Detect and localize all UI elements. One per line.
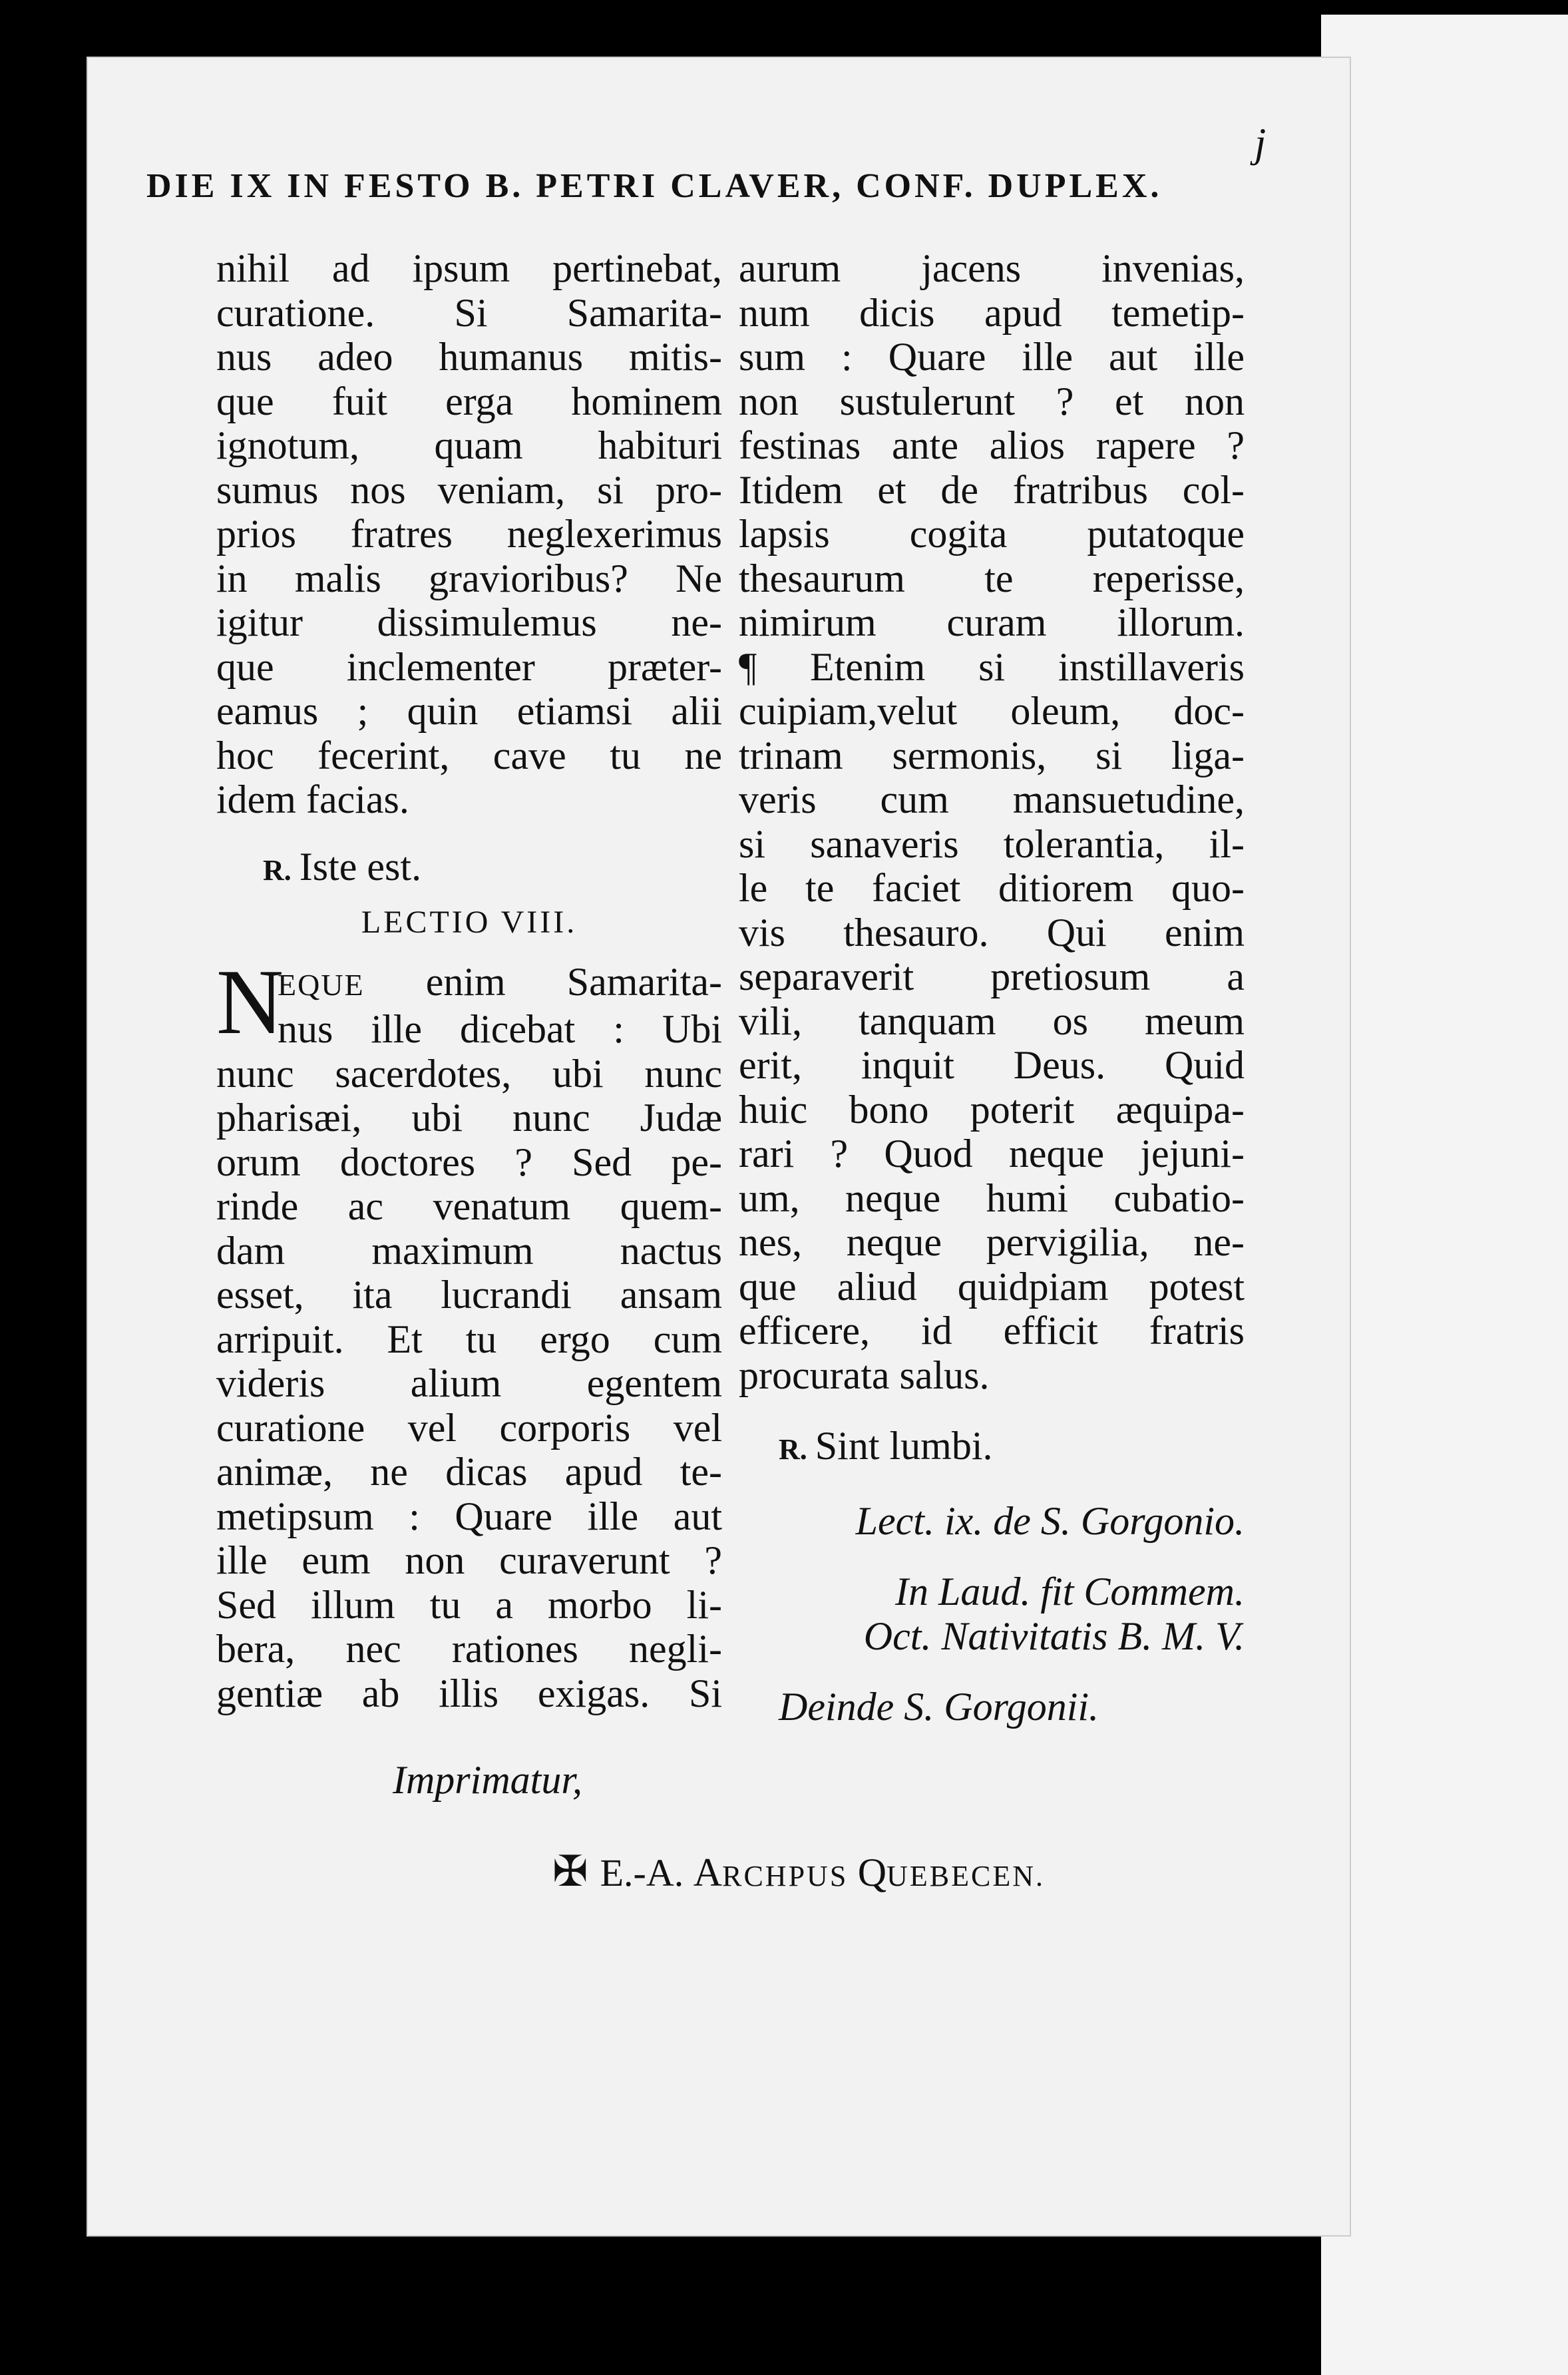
left-column (216, 246, 722, 1715)
text-line: vili, tanquam os meum (739, 998, 1245, 1043)
text-line: festinas ante alios rapere ? (739, 423, 1245, 467)
text-line: nimirum curam illorum. (739, 600, 1245, 644)
text-line: ille eum non curaverunt ? (216, 1538, 722, 1582)
text-line: rinde ac venatum quem- (216, 1184, 722, 1228)
signature-initial-a: A (693, 1850, 723, 1894)
text-line: nihil ad ipsum pertinebat, (216, 246, 722, 290)
signature (552, 1847, 1045, 1896)
drop-capital: N (216, 950, 284, 1054)
first-word-smallcaps: EQUE (278, 967, 365, 1002)
text-line: si sanaveris tolerantia, il- (739, 821, 1245, 866)
rubric-deinde: Deinde S. Gorgonii. (779, 1685, 1099, 1729)
text-line: sum : Quare ille aut ille (739, 335, 1245, 379)
text-line: bera, nec rationes negli- (216, 1627, 722, 1671)
text-line: huic bono poterit æquipa- (739, 1087, 1245, 1132)
text-line: Itidem et de fratribus col- (739, 467, 1245, 512)
text-line: hoc fecerint, cave tu ne (216, 733, 722, 777)
text-line: animæ, ne dicas apud te- (216, 1450, 722, 1494)
text-line (216, 960, 722, 1008)
text-line: vis thesauro. Qui enim (739, 910, 1245, 955)
text-line: non sustulerunt ? et non (739, 379, 1245, 423)
text-line: que inclementer præter- (216, 644, 722, 689)
text-line: orum doctores ? Sed pe- (216, 1140, 722, 1184)
rubric-lectio-ix: Lect. ix. de S. Gorgonio. (855, 1498, 1245, 1543)
text-line: curatione vel corporis vel (216, 1405, 722, 1450)
text-line: veris cum mansuetudine, (739, 777, 1245, 821)
adjacent-page-strip (1321, 15, 1568, 2375)
text-line: nus adeo humanus mitis- (216, 335, 722, 379)
responsory-sint-lumbi (779, 1424, 1245, 1472)
signature-initial-q: Q (857, 1850, 887, 1894)
text-line: igitur dissimulemus ne- (216, 600, 722, 644)
responsory-text: Iste est. (299, 844, 422, 889)
text-line: metipsum : Quare ille aut (216, 1494, 722, 1538)
text-line: lapsis cogita putatoque (739, 512, 1245, 556)
text-line: curatione. Si Samarita- (216, 290, 722, 335)
text-line: que fuit erga hominem (216, 379, 722, 423)
text-line: idem facias. (216, 777, 409, 821)
responsory-mark: R. (779, 1433, 807, 1466)
responsory-mark: R. (263, 853, 292, 887)
text-line: num dicis apud temetip- (739, 290, 1245, 335)
text-line: cuipiam,velut oleum, doc- (739, 689, 1245, 733)
text-line: gentiæ ab illis exigas. Si (216, 1671, 722, 1715)
imprimatur: Imprimatur, (393, 1758, 583, 1802)
signature-archpus: RCHPUS (722, 1860, 849, 1892)
text-line: arripuit. Et tu ergo cum (216, 1317, 722, 1361)
responsory-iste-est (263, 845, 722, 893)
text-line: rari ? Quod neque jejuni- (739, 1132, 1245, 1176)
signature-initials: E.-A. (600, 1851, 684, 1894)
rubric-laudes-line2: Oct. Nativitatis B. M. V. (863, 1614, 1245, 1658)
text-line: aurum jacens invenias, (739, 246, 1245, 290)
text-line: pharisæi, ubi nunc Judæ (216, 1096, 722, 1140)
lectio-lines (216, 950, 722, 1716)
right-text (739, 246, 1245, 1397)
text-line: nunc sacerdotes, ubi nunc (216, 1051, 722, 1096)
first-line-rest: enim Samarita- (364, 959, 722, 1004)
text-line: thesaurum te reperisse, (739, 556, 1245, 600)
left-top-text (216, 246, 722, 822)
running-head: DIE IX IN FESTO B. PETRI CLAVER, CONF. DUPLEX. (146, 167, 1163, 205)
rubric-laudes-line1: In Laud. fit Commem. (895, 1570, 1245, 1614)
text-line: le te faciet ditiorem quo- (739, 866, 1245, 910)
text-line: um, neque humi cubatio- (739, 1176, 1245, 1220)
text-line: in malis gravioribus? Ne (216, 556, 722, 600)
text-line: trinam sermonis, si liga- (739, 733, 1245, 777)
text-line: erit, inquit Deus. Quid (739, 1043, 1245, 1087)
responsory-text: Sint lumbi. (815, 1424, 993, 1468)
lectio-text (216, 950, 722, 1716)
lectio-title: LECTIO VIII. (361, 905, 578, 940)
signature-quebecen: UEBECEN. (886, 1860, 1046, 1892)
text-line: efficere, id efficit fratris (739, 1309, 1245, 1353)
text-line: separaverit pretiosum a (739, 955, 1245, 998)
text-line: sumus nos veniam, si pro- (216, 467, 722, 512)
text-line: esset, ita lucrandi ansam (216, 1273, 722, 1317)
text-line: videris alium egentem (216, 1361, 722, 1405)
text-line: ignotum, quam habituri (216, 423, 722, 467)
text-line: nes, neque pervigilia, ne- (739, 1220, 1245, 1264)
text-line: dam maximum nactus (216, 1228, 722, 1273)
text-line: ¶ Etenim si instillaveris (739, 644, 1245, 689)
text-line: procurata salus. (739, 1353, 990, 1397)
corner-mark: j (1255, 120, 1267, 166)
text-line: que aliud quidpiam potest (739, 1264, 1245, 1309)
text-line: nus ille dicebat : Ubi (278, 1007, 722, 1051)
right-column (739, 246, 1245, 1729)
text-line: prios fratres neglexerimus (216, 512, 722, 556)
cross-icon: ✠ (552, 1848, 588, 1895)
text-line: Sed illum tu a morbo li- (216, 1582, 722, 1627)
text-line: eamus ; quin etiamsi alii (216, 689, 722, 733)
